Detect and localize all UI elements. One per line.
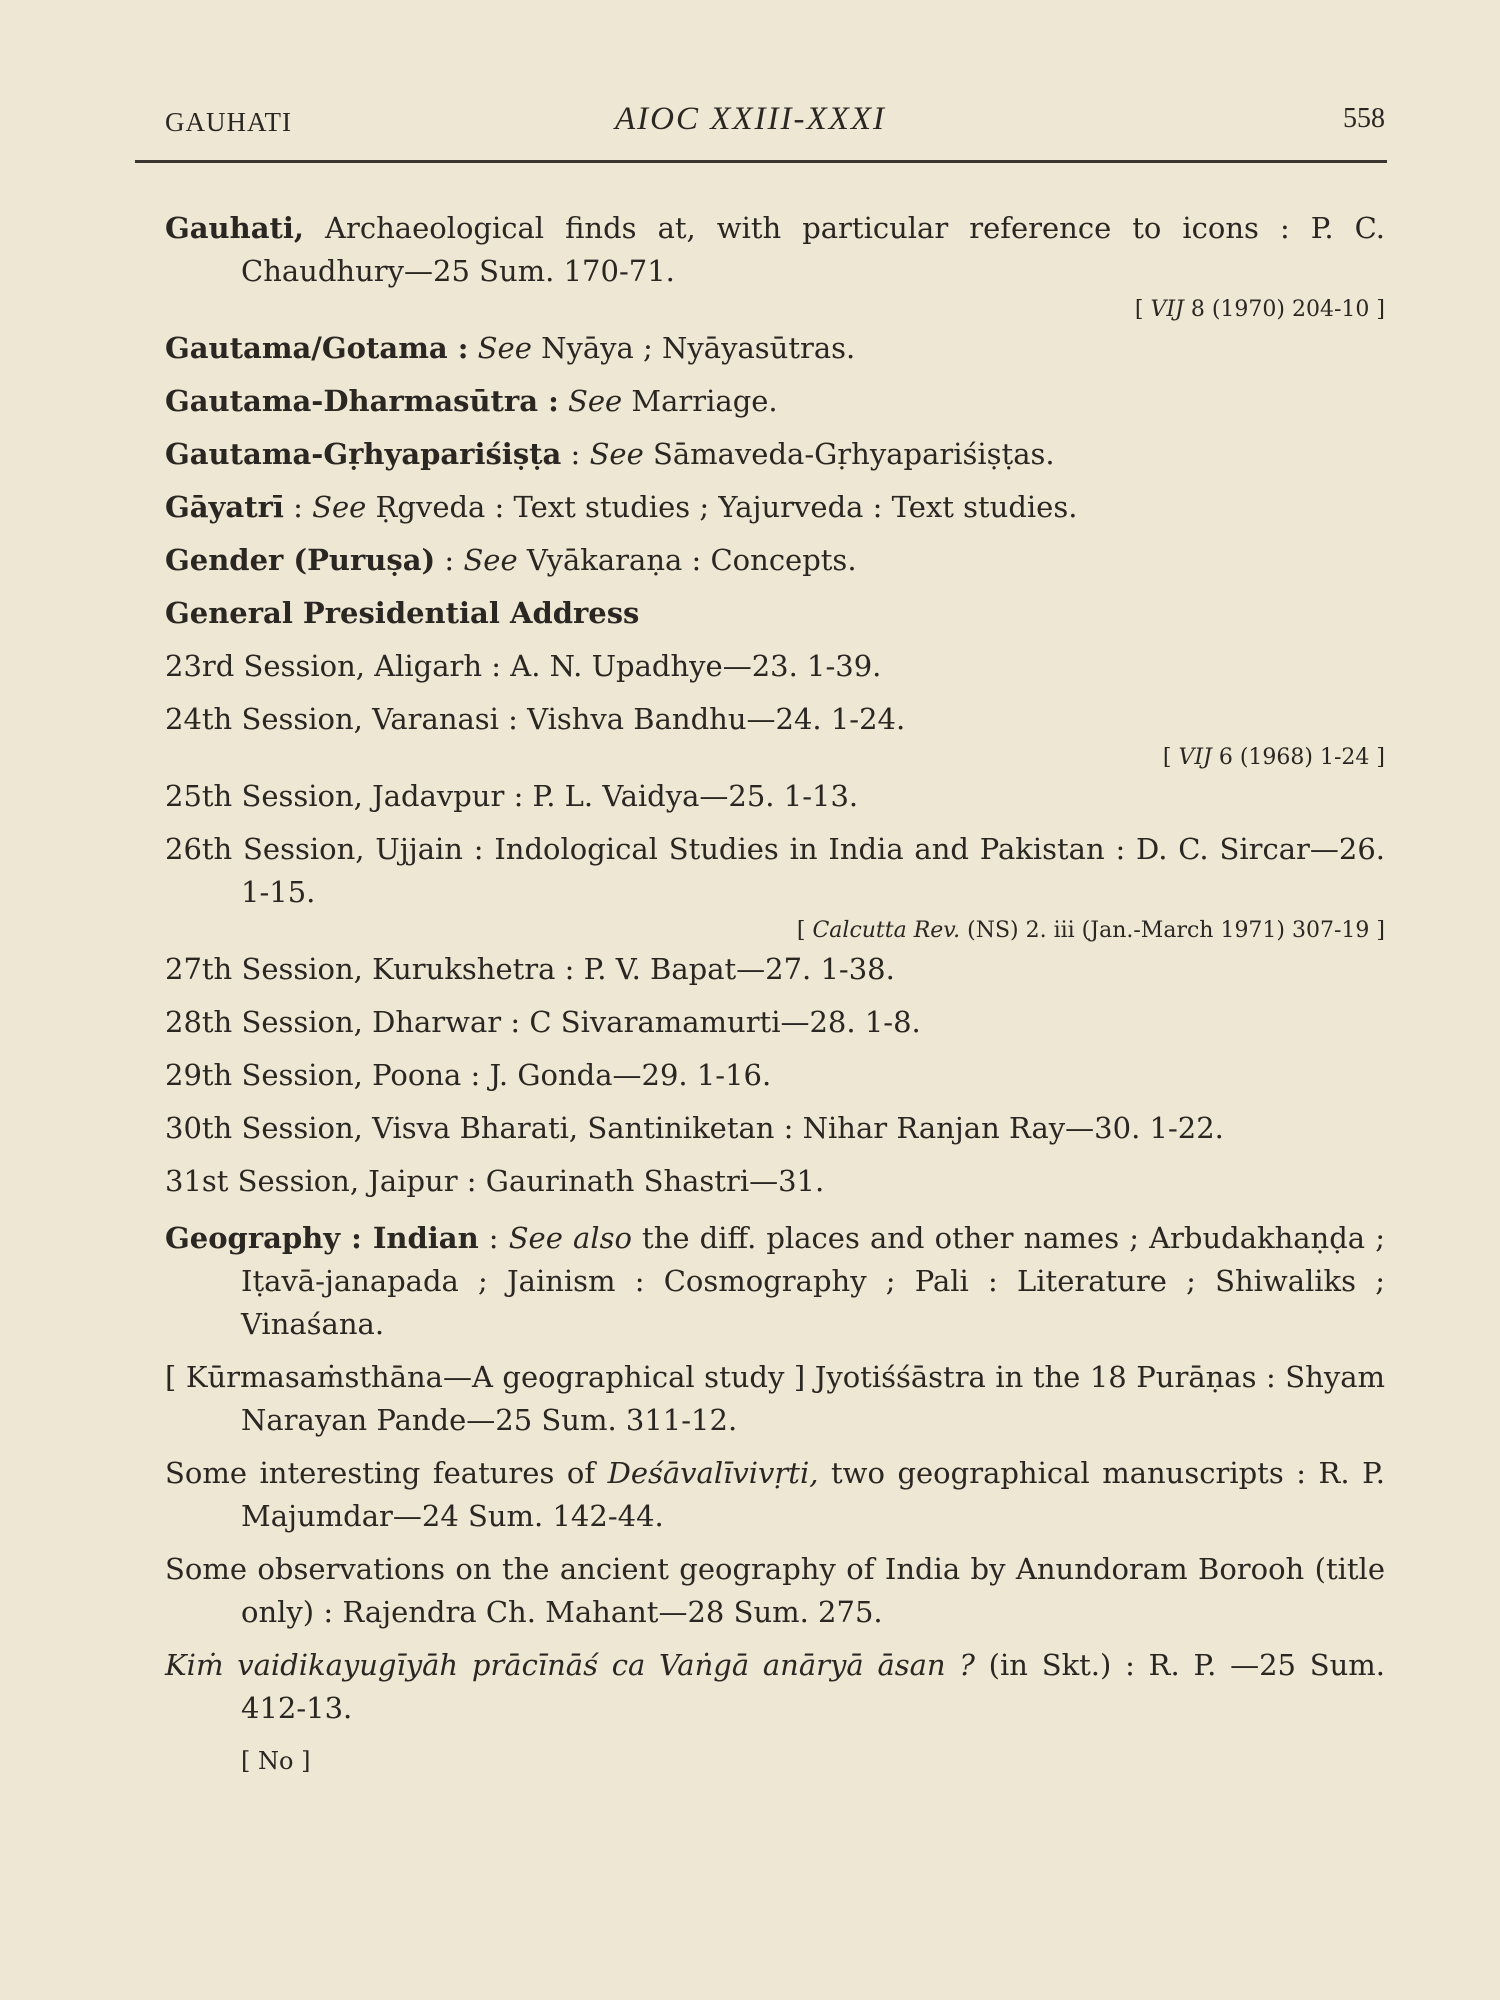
entry-gender: Gender (Puruṣa) : See Vyākaraṇa : Concepts. <box>165 543 857 577</box>
header-rule <box>135 160 1387 163</box>
session-28: 28th Session, Dharwar : C Sivaramamurti—28. 1-8. <box>165 1005 921 1039</box>
citation-gauhati: [ VIJ 8 (1970) 204-10 ] <box>1134 297 1385 322</box>
session-29: 29th Session, Poona : J. Gonda—29. 1-16. <box>165 1058 772 1092</box>
geography-kurmasamsthana: [ Kūrmasaṁsthāna—A geographical study ] Jyotiśśāstra in the 18 Purāṇas : Shyam Narayan Pande—25 Sum. 311-12. <box>165 1360 1385 1437</box>
index-body <box>165 207 1385 1783</box>
session-30: 30th Session, Visva Bharati, Santiniketan : Nihar Ranjan Ray—30. 1-22. <box>165 1111 1224 1145</box>
citation-session-26: [ Calcutta Rev. (NS) 2. iii (Jan.-March 1971) 307-19 ] <box>796 918 1385 943</box>
entry-gayatri: Gāyatrī : See Ṛgveda : Text studies ; Yajurveda : Text studies. <box>165 490 1078 524</box>
session-24: 24th Session, Varanasi : Vishva Bandhu—24. 1-24. <box>165 702 906 736</box>
document-page <box>165 95 1386 1775</box>
note-no: [ No ] <box>241 1747 311 1775</box>
entry-presidential-address: General Presidential Address <box>165 596 640 630</box>
geography-observations: Some observations on the ancient geography of India by Anundoram Borooh (title only) : Rajendra Ch. Mahant—28 Sum. 275. <box>165 1552 1385 1629</box>
session-23: 23rd Session, Aligarh : A. N. Upadhye—23. 1-39. <box>165 649 882 683</box>
running-head-place: GAUHATI <box>165 107 292 137</box>
citation-session-24: [ VIJ 6 (1968) 1-24 ] <box>1162 745 1385 770</box>
page-number: 558 <box>1343 103 1385 134</box>
geography-desavali: Some interesting features of Deśāvalīvivṛti, two geographical manuscripts : R. P. Majumdar—24 Sum. 142-44. <box>165 1456 1385 1533</box>
page-header <box>165 95 1385 151</box>
entry-gauhati: Gauhati, Archaeological finds at, with particular reference to icons : P. C. Chaudhury—25 Sum. 170-71. <box>165 211 1385 288</box>
session-26: 26th Session, Ujjain : Indological Studies in India and Pakistan : D. C. Sircar—26. 1-15. <box>165 832 1385 909</box>
session-27: 27th Session, Kurukshetra : P. V. Bapat—27. 1-38. <box>165 952 895 986</box>
entry-gautama: Gautama/Gotama : See Nyāya ; Nyāyasūtras. <box>165 331 856 365</box>
entry-geography: Geography : Indian : See also the diff. places and other names ; Arbudakhaṇḍa ; Iṭavā-janapada ; Jainism : Cosmography ; Pali : Literature ; Shiwaliks ; Vinaśana. <box>165 1221 1385 1341</box>
geography-kim-vaidika: Kiṁ vaidikayugīyāh prācīnāś ca Vaṅgā anāryā āsan ? (in Skt.) : R. P. —25 Sum. 412-13. <box>165 1648 1386 1725</box>
entry-grhyaparisista: Gautama-Gṛhyapariśiṣṭa : See Sāmaveda-Gṛhyapariśiṣṭas. <box>165 437 1055 471</box>
session-25: 25th Session, Jadavpur : P. L. Vaidya—25. 1-13. <box>165 779 859 813</box>
running-head-title: AIOC XXIII-XXXI <box>615 101 886 137</box>
session-31: 31st Session, Jaipur : Gaurinath Shastri—31. <box>165 1164 825 1198</box>
entry-dharmasutra: Gautama-Dharmasūtra : See Marriage. <box>165 384 778 418</box>
